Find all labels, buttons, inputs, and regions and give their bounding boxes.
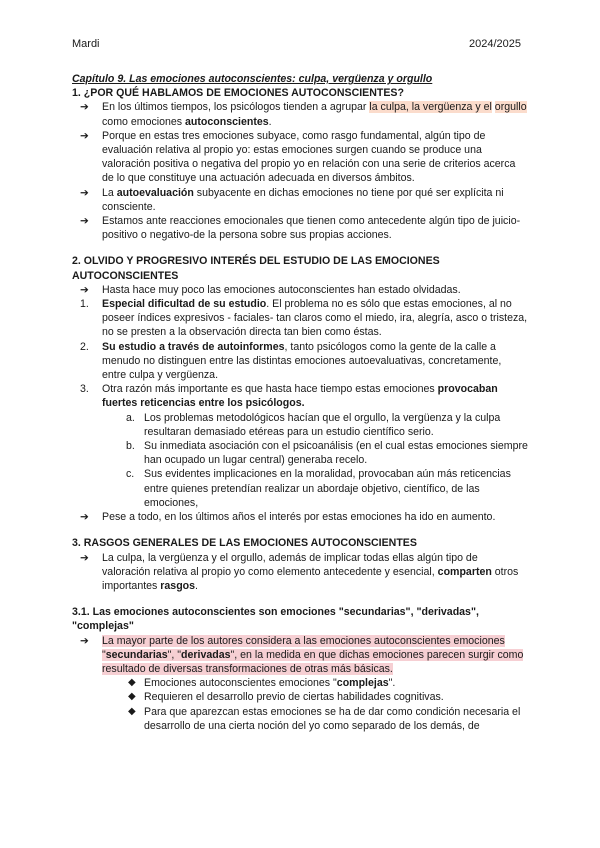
list-item-text: Sus evidentes implicaciones en la moralidad, provocaban aún más reticencias entre quienes pretendían realizar un abordaje objetivo, científico, de las emociones, <box>144 468 511 509</box>
arrow-icon: ➔ <box>80 215 89 228</box>
list-item-text <box>144 676 528 690</box>
numbered-item <box>72 297 528 340</box>
text-run: La culpa, la vergüenza y el orgullo, además de implicar todas ellas algún tipo de valoración relativa al propio yo como elemento antecedente y esencial, <box>102 551 478 578</box>
text-run: En los últimos tiempos, los psicólogos tienden a agrupar <box>102 101 370 114</box>
diamond-icon: ◆ <box>128 677 136 689</box>
text-run: , tanto psicólogos como la gente de la calle a menudo no distinguen entre las distintas emociones autoevaluativas, concretamente, entre culpa y vergüenza. <box>102 340 502 382</box>
bold-term: derivadas <box>181 648 231 661</box>
item-number: 1. <box>80 298 89 311</box>
lettered-item <box>72 439 528 467</box>
list-item <box>72 551 528 594</box>
lettered-item <box>72 411 528 439</box>
list-item-text: Hasta hace muy poco las emociones autoconscientes han estado olvidadas. <box>102 283 461 296</box>
arrow-icon: ➔ <box>80 283 89 296</box>
list-item <box>72 634 528 677</box>
list-item <box>72 214 528 242</box>
list-item <box>72 100 528 128</box>
header-author: Mardi <box>72 38 100 50</box>
text-run: La <box>102 186 117 199</box>
text-run: ", " <box>167 648 182 661</box>
list-item-text <box>102 551 528 594</box>
section-1-title: 1. ¿POR QUÉ HABLAMOS DE EMOCIONES AUTOCONSCIENTES? <box>72 87 404 100</box>
sub-list-item <box>72 705 528 733</box>
list-item-text: Los problemas metodológicos hacían que el orgullo, la vergüenza y la culpa resultaran demasiado etéreas para un estudio científico serio. <box>144 411 501 438</box>
list-item-text <box>102 382 528 410</box>
section-3-title: 3. RASGOS GENERALES DE LAS EMOCIONES AUTOCONSCIENTES <box>72 537 417 550</box>
numbered-item <box>72 382 528 410</box>
text-run: Emociones autoconscientes emociones " <box>144 677 337 690</box>
text-run: subyacente en dichas emociones no tiene por qué ser explícita ni consciente. <box>102 186 504 213</box>
header-year: 2024/2025 <box>469 38 521 50</box>
sub-list-item <box>72 676 528 690</box>
text-run: ", en la medida en que dichas emociones parecen surgir como resultado de diversas transformaciones de otras más básicas. <box>102 648 524 675</box>
arrow-icon: ➔ <box>80 101 89 114</box>
list-item-text: Su inmediata asociación con el psicoanálisis (en el cual estas emociones siempre han ocupado un lugar central) generaba recelo. <box>144 440 528 467</box>
text-run: Otra razón más importante es que hasta hace tiempo estas emociones <box>102 383 438 396</box>
bold-term: comparten <box>437 565 492 578</box>
list-item <box>72 186 528 214</box>
diamond-icon: ◆ <box>128 705 136 717</box>
bold-term: provocaban fuertes reticencias entre los psicólogos. <box>102 383 498 410</box>
bold-term: Su estudio a través de autoinformes <box>102 340 285 353</box>
text-run: otros importantes <box>102 565 519 592</box>
list-item-text: Estamos ante reacciones emocionales que tienen como antecedente algún tipo de juicio-positivo o negativo-de la persona sobre sus propias acciones. <box>102 215 521 242</box>
item-number: 3. <box>80 383 89 396</box>
arrow-icon: ➔ <box>80 551 89 564</box>
text-run: como emociones <box>102 115 186 128</box>
bold-term: complejas <box>336 677 389 690</box>
document-body <box>72 72 528 733</box>
numbered-item <box>72 340 528 383</box>
item-letter: b. <box>126 440 135 453</box>
highlighted-text <box>102 635 523 675</box>
bold-term: secundarias <box>105 648 168 661</box>
list-item-text: Requieren el desarrollo previo de ciertas habilidades cognitivas. <box>144 691 444 704</box>
text-run: . <box>268 115 272 128</box>
sub-list-item <box>72 690 528 704</box>
list-item-text <box>102 186 528 214</box>
list-item <box>72 283 528 297</box>
arrow-icon: ➔ <box>80 186 89 199</box>
bold-term: autoconscientes <box>185 115 269 128</box>
section-2-title: 2. OLVIDO Y PROGRESIVO INTERÉS DEL ESTUDIO DE LAS EMOCIONES AUTOCONSCIENTES <box>72 255 440 282</box>
arrow-icon: ➔ <box>80 129 89 142</box>
list-item-text <box>102 100 528 128</box>
bold-term: Especial dificultad de su estudio <box>102 298 267 311</box>
list-item-text <box>102 634 528 677</box>
list-item-text: Porque en estas tres emociones subyace, como rasgo fundamental, algún tipo de evaluación relativa al propio yo: estas emociones surgen cuando se produce una valoración positiva o negativa del propio yo en relación con una serie de criterios acerca de lo que constituye una actuación adecuada en diversos ámbitos. <box>102 129 516 185</box>
text-run: ". <box>388 677 396 690</box>
arrow-icon: ➔ <box>80 511 89 524</box>
list-item-text <box>102 340 528 383</box>
bold-term: autoevaluación <box>116 186 194 199</box>
lettered-item <box>72 467 528 510</box>
section-3-1-title: 3.1. Las emociones autoconscientes son emociones "secundarias", "derivadas", "complejas" <box>72 606 479 633</box>
item-letter: c. <box>126 468 135 481</box>
highlighted-text: orgullo <box>494 101 527 114</box>
list-item-text: Pese a todo, en los últimos años el interés por estas emociones ha ido en aumento. <box>102 511 496 524</box>
list-item <box>72 129 528 186</box>
highlighted-text: la culpa, la vergüenza y el <box>369 101 492 114</box>
chapter-title: Capítulo 9. Las emociones autoconscientes: culpa, vergüenza y orgullo <box>72 73 433 85</box>
item-letter: a. <box>126 411 135 424</box>
list-item-text <box>102 297 528 340</box>
bold-term: rasgos <box>160 579 196 592</box>
text-run: . El problema no es sólo que estas emociones, al no poseer índices expresivos - faciales- tan claros como el miedo, ira, alegría, asco o tristeza, no se presten a la observación directa tan bien como éstas. <box>102 298 528 339</box>
arrow-icon: ➔ <box>80 634 89 647</box>
list-item-text: Para que aparezcan estas emociones se ha de dar como condición necesaria el desarrollo de una cierta noción del yo como separado de los demás, de <box>144 705 521 732</box>
diamond-icon: ◆ <box>128 691 136 703</box>
text-run: La mayor parte de los autores considera a las emociones autoconscientes emociones " <box>102 634 505 661</box>
list-item <box>72 510 528 524</box>
item-number: 2. <box>80 340 89 353</box>
text-run: . <box>195 579 198 592</box>
